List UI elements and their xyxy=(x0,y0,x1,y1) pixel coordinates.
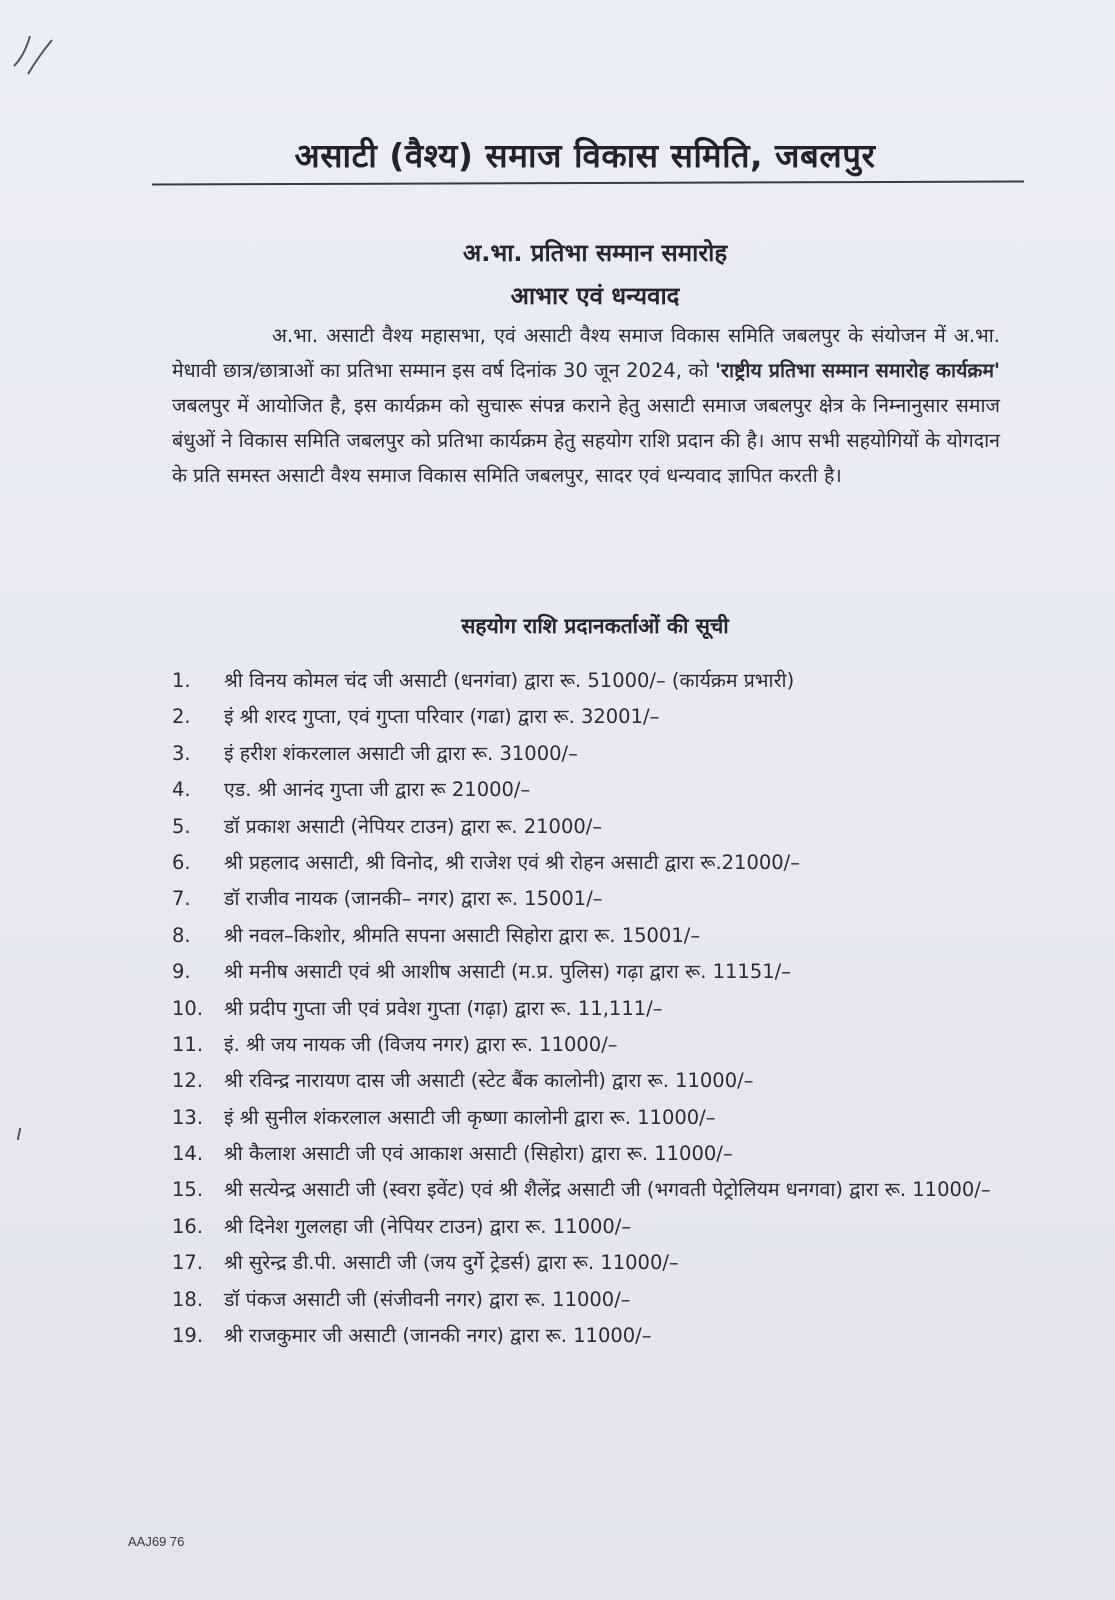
donor-list-item xyxy=(172,992,1002,1026)
donor-number: 13. xyxy=(172,1105,204,1129)
donor-text: इं श्री सुनील शंकरलाल असाटी जी कृष्णा कालोनी द्वारा रू. 11000/– xyxy=(224,1105,716,1129)
thanks-subtitle: आभार एवं धन्यवाद xyxy=(510,282,680,310)
donor-list-item xyxy=(172,1137,1002,1171)
donor-text: श्री राजकुमार जी असाटी (जानकी नगर) द्वारा रू. 11000/– xyxy=(224,1324,652,1348)
donor-text: श्री प्रहलाद असाटी, श्री विनोद, श्री राजेश एवं श्री रोहन असाटी द्वारा रू.21000/– xyxy=(224,850,800,874)
donor-text: श्री सत्येन्द्र असाटी जी (स्वरा इवेंट) एवं श्री शैलेंद्र असाटी जी (भगवती पेट्रोलियम धनगवा) द्वारा रू. 11000/– xyxy=(224,1178,991,1202)
intro-paragraph xyxy=(172,318,1000,493)
donor-list-item xyxy=(172,846,1002,880)
donor-text: श्री विनय कोमल चंद जी असाटी (धनगंवा) द्वारा रू. 51000/– (कार्यक्रम प्रभारी) xyxy=(224,669,795,692)
donor-number: 4. xyxy=(172,778,191,802)
donor-list-item xyxy=(172,664,1002,698)
donor-text: एड. श्री आनंद गुप्ता जी द्वारा रू 21000/– xyxy=(224,778,531,802)
donor-list-item xyxy=(172,1101,1002,1135)
donor-list-item xyxy=(172,882,1002,916)
donor-text: श्री मनीष असाटी एवं श्री आशीष असाटी (म.प्र. पुलिस) गढ़ा द्वारा रू. 11151/– xyxy=(224,960,791,984)
donor-text: डॉ प्रकाश असाटी (नेपियर टाउन) द्वारा रू. 21000/– xyxy=(224,814,603,838)
donor-text: श्री रविन्द्र नारायण दास जी असाटी (स्टेट बैंक कालोनी) द्वारा रू. 11000/– xyxy=(224,1069,754,1093)
donor-number: 2. xyxy=(172,705,191,729)
donor-text: डॉ राजीव नायक (जानकी– नगर) द्वारा रू. 15001/– xyxy=(224,887,603,911)
donor-list-item xyxy=(172,1028,1002,1062)
donor-text: श्री कैलाश असाटी जी एवं आकाश असाटी (सिहोरा) द्वारा रू. 11000/– xyxy=(224,1142,733,1166)
donor-number: 8. xyxy=(172,923,191,947)
donor-text: डॉ पंकज असाटी जी (संजीवनी नगर) द्वारा रू. 11000/– xyxy=(224,1287,631,1311)
donor-number: 3. xyxy=(172,741,191,765)
donor-list-item xyxy=(172,1319,1002,1353)
donor-number: 10. xyxy=(172,996,204,1020)
pen-mark-icon xyxy=(6,22,66,82)
donor-number: 7. xyxy=(172,887,191,911)
donor-text: श्री दिनेश गुललहा जी (नेपियर टाउन) द्वारा रू. 11000/– xyxy=(224,1214,632,1238)
donor-list-heading: सहयोग राशि प्रदानकर्ताओं की सूची xyxy=(461,614,729,638)
donor-list-item xyxy=(172,1064,1002,1098)
donor-text: इं हरीश शंकरलाल असाटी जी द्वारा रू. 31000/– xyxy=(224,741,578,765)
donor-number: 16. xyxy=(172,1214,204,1238)
donor-list-item xyxy=(172,1210,1002,1244)
donor-number: 14. xyxy=(172,1142,204,1166)
footer-code: AAJ69 76 xyxy=(128,1534,185,1549)
donor-list-item xyxy=(172,737,1002,771)
title-underline xyxy=(152,180,1024,185)
donor-number: 11. xyxy=(172,1032,204,1056)
paragraph-text-1: अ.भा. असाटी वैश्य महासभा, एवं असाटी वैश्य समाज विकास समिति जबलपुर के संयोजन में अ.भा. मेधावी छात्र/छात्राओं का प्रतिभा सम्मान इस वर्ष दिनांक 30 जून 2024, को xyxy=(172,324,1000,382)
donor-list-item xyxy=(172,1173,1002,1207)
donor-number: 17. xyxy=(172,1251,204,1275)
donor-list-item xyxy=(172,1283,1002,1317)
donor-number: 19. xyxy=(172,1324,204,1348)
donor-list-item xyxy=(172,919,1002,953)
donor-list xyxy=(172,664,1002,1355)
donor-text: इं. श्री जय नायक जी (विजय नगर) द्वारा रू. 11000/– xyxy=(224,1032,618,1056)
paragraph-event-name: 'राष्ट्रीय प्रतिभा सम्मान समारोह कार्यक्रम' xyxy=(715,359,1001,382)
document-title: असाटी (वैश्य) समाज विकास समिति, जबलपुर xyxy=(294,136,876,175)
donor-number: 12. xyxy=(172,1069,204,1093)
event-subtitle: अ.भा. प्रतिभा सम्मान समारोह xyxy=(462,239,728,267)
paragraph-text-2: जबलपुर में आयोजित है, इस कार्यक्रम को सुचारू संपन्न कराने हेतु असाटी समाज जबलपुर क्षेत्र के निम्नानुसार समाज बंधुओं ने विकास समिति जबलपुर को प्रतिभा कार्यक्रम हेतु सहयोग राशि प्रदान की है। आप सभी सहयोगियों के योगदान के प्रति समस्त असाटी वैश्य समाज विकास समिति जबलपुर, सादर एवं धन्यवाद ज्ञापित करती है। xyxy=(172,394,1000,487)
donor-list-item xyxy=(172,955,1002,989)
donor-text: श्री सुरेन्द्र डी.पी. असाटी जी (जय दुर्गे ट्रेडर्स) द्वारा रू. 11000/– xyxy=(224,1251,679,1275)
donor-number: 1. xyxy=(172,669,191,692)
donor-list-item xyxy=(172,810,1002,844)
donor-text: श्री प्रदीप गुप्ता जी एवं प्रवेश गुप्ता (गढ़ा) द्वारा रू. 11,111/– xyxy=(224,996,663,1020)
donor-list-item xyxy=(172,1246,1002,1280)
donor-list-item xyxy=(172,773,1002,807)
donor-text: श्री नवल–किशोर, श्रीमति सपना असाटी सिहोरा द्वारा रू. 15001/– xyxy=(224,923,701,947)
stray-pen-mark xyxy=(17,1128,21,1140)
donor-number: 9. xyxy=(172,960,191,984)
donor-text: इं श्री शरद गुप्ता, एवं गुप्ता परिवार (गढा) द्वारा रू. 32001/– xyxy=(224,705,660,729)
donor-list-item xyxy=(172,700,1002,734)
donor-number: 18. xyxy=(172,1287,204,1311)
donor-number: 15. xyxy=(172,1178,204,1202)
donor-number: 5. xyxy=(172,814,191,838)
donor-number: 6. xyxy=(172,850,191,874)
